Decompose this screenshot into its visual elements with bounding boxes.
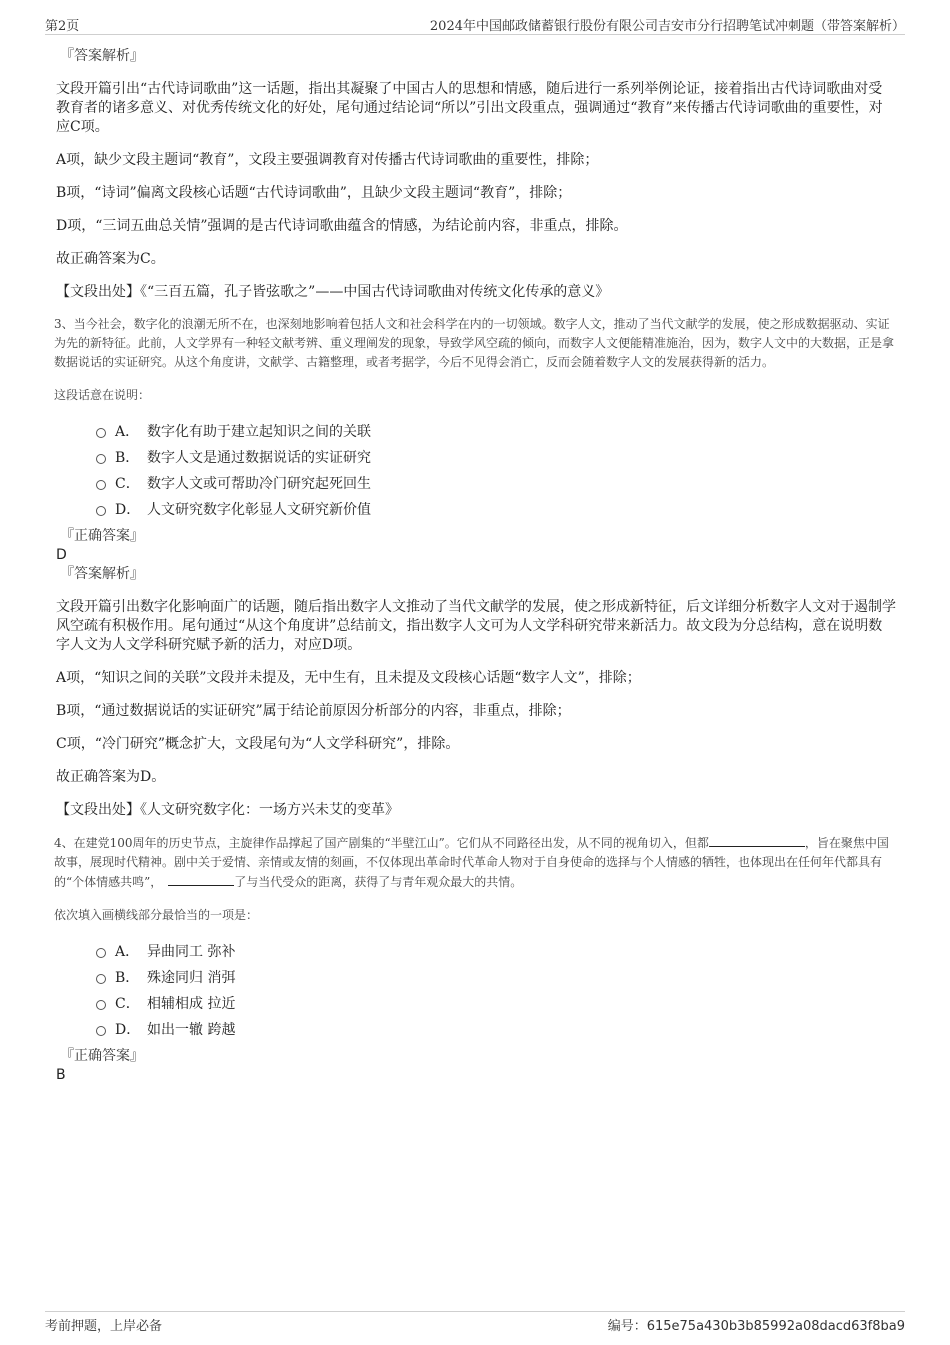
source-citation: 【文段出处】《人文研究数字化：一场方兴未艾的变革》 — [56, 802, 399, 818]
fill-blank-1 — [709, 833, 805, 847]
page-number: 第2页 — [45, 19, 80, 34]
analysis-label: 『答案解析』 — [60, 566, 144, 582]
option-b[interactable]: B． 殊途同归 消弭 — [96, 964, 896, 990]
analysis-text: 文段开篇引出“古代诗词歌曲”这一话题，指出其凝聚了中国古人的思想和情感，随后进行一系列举例论证，接着指出古代诗词歌曲对受教育者的诸多意义、对优秀传统文化的好处，尾句通过结论词“所以”引出文段重点，强调通过“教育”来传播古代诗词歌曲的重要性，对应C项。 — [56, 81, 883, 135]
correct-answer-label: 『正确答案』 — [60, 1048, 144, 1064]
option-c-analysis: C项，“冷门研究”概念扩大，文段尾句为“人文学科研究”，排除。 — [56, 736, 460, 752]
option-d[interactable]: D． 如出一辙 跨越 — [96, 1016, 896, 1042]
option-a[interactable]: A． 异曲同工 弥补 — [96, 938, 896, 964]
analysis-text: 文段开篇引出数字化影响面广的话题，随后指出数字人文推动了当代文献学的发展，使之形成新特征，后文详细分析数字人文对于遏制学风空疏有积极作用。尾句通过“从这个角度讲”总结前文，指出数字人文可为人文学科研究带来新活力。故文段为分总结构，意在说明数字人文为人文学科研究赋予新的活力，对应D项。 — [56, 599, 896, 653]
question-3-prompt: 这段话意在说明： — [54, 388, 151, 402]
conclusion: 故正确答案为C。 — [56, 251, 165, 267]
option-a[interactable]: A． 数字化有助于建立起知识之间的关联 — [96, 418, 896, 444]
radio-icon[interactable] — [96, 948, 106, 958]
option-b-analysis: B项，“诗词”偏离文段核心话题“古代诗词歌曲”，且缺少文段主题词“教育”，排除； — [56, 185, 572, 201]
option-d-analysis: D项，“三词五曲总关情”强调的是古代诗词歌曲蕴含的情感，为结论前内容，非重点，排除。 — [56, 218, 628, 234]
page-footer — [45, 1311, 905, 1334]
option-d[interactable]: D． 人文研究数字化彰显人文研究新价值 — [96, 496, 896, 522]
footer-slogan: 考前押题，上岸必备 — [45, 1319, 163, 1334]
correct-answer-label: 『正确答案』 — [60, 528, 144, 544]
document-title: 2024年中国邮政储蓄银行股份有限公司吉安市分行招聘笔试冲刺题（带答案解析） — [429, 19, 905, 34]
fill-blank-2 — [168, 872, 234, 886]
page-content — [56, 46, 896, 1084]
option-c[interactable]: C． 相辅相成 拉近 — [96, 990, 896, 1016]
page-header — [45, 14, 905, 35]
radio-icon[interactable] — [96, 1026, 106, 1036]
source-citation: 【文段出处】《“三百五篇，孔子皆弦歌之”——中国古代诗词歌曲对传统文化传承的意义》 — [56, 284, 610, 300]
question-3-options — [56, 418, 896, 522]
analysis-label: 『答案解析』 — [60, 48, 144, 64]
radio-icon[interactable] — [96, 480, 106, 490]
radio-icon[interactable] — [96, 506, 106, 516]
correct-answer: B — [56, 1067, 66, 1083]
option-b-analysis: B项，“通过数据说话的实证研究”属于结论前原因分析部分的内容，非重点，排除； — [56, 703, 571, 719]
radio-icon[interactable] — [96, 1000, 106, 1010]
document-serial: 编号：615e75a430b3b85992a08dacd63f8ba9 — [607, 1319, 905, 1334]
correct-answer: D — [56, 547, 67, 563]
question-4-text: 4、在建党100周年的历史节点，主旋律作品撑起了国产剧集的“半壁江山”。它们从不同路径出发，从不同的视角切入，但都 ，旨在聚焦中国故事，展现时代精神。剧中关于爱情、亲情或友情的刻画，不仅体现出革命时代革命人物对于自身使命的选择与个人情感的牺牲，也体现出在任何年代都具有的“个体情感共鸣”， 了与当代受众的距离，获得了与青年观众最大的共情。 — [54, 833, 896, 892]
option-b[interactable]: B． 数字人文是通过数据说话的实证研究 — [96, 444, 896, 470]
option-c[interactable]: C． 数字人文或可帮助冷门研究起死回生 — [96, 470, 896, 496]
question-4-prompt: 依次填入画横线部分最恰当的一项是： — [54, 908, 259, 922]
radio-icon[interactable] — [96, 428, 106, 438]
question-4-options — [56, 938, 896, 1042]
option-a-analysis: A项，缺少文段主题词“教育”，文段主要强调教育对传播古代诗词歌曲的重要性，排除； — [56, 152, 599, 168]
conclusion: 故正确答案为D。 — [56, 769, 166, 785]
radio-icon[interactable] — [96, 974, 106, 984]
question-3-text: 3、当今社会，数字化的浪潮无所不在，也深刻地影响着包括人文和社会科学在内的一切领域。数字人文，推动了当代文献学的发展，使之形成数据驱动、实证为先的新特征。此前，人文学界有一种轻文献考辨、重义理阐发的现象，导致学风空疏的倾向，而数字人文便能精准施治，因为，数字人文中的大数据，正是拿数据说话的实证研究。从这个角度讲，文献学、古籍整理，或者考据学，今后不见得会消亡，反而会随着数字人文的发展获得新的活力。 — [54, 317, 895, 369]
radio-icon[interactable] — [96, 454, 106, 464]
option-a-analysis: A项，“知识之间的关联”文段并未提及，无中生有，且未提及文段核心话题“数字人文”，排除； — [56, 670, 641, 686]
